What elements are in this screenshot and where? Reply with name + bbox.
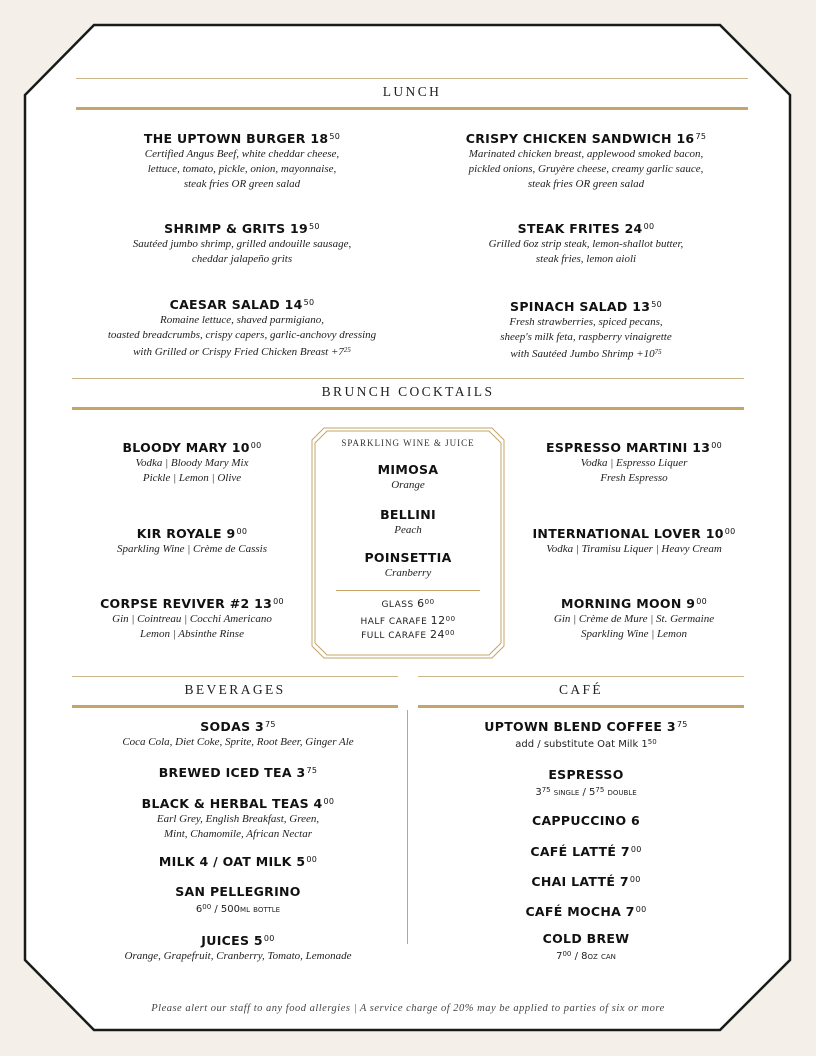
column-divider xyxy=(407,710,408,944)
addon-cents: 75 xyxy=(654,348,662,356)
item-name: SHRIMP & GRITS xyxy=(164,221,286,236)
price-cents: 00 xyxy=(445,615,456,623)
lunch-item-shrimp-grits xyxy=(72,219,412,267)
item-desc-line: Orange, Grapefruit, Cranberry, Tomato, Lemonade xyxy=(124,950,352,962)
item-sub xyxy=(418,735,754,752)
item-name: BREWED ICED TEA xyxy=(158,765,292,780)
cafe-header xyxy=(418,676,744,708)
item-desc-line: Certified Angus Beef, white cheddar cheese, xyxy=(144,148,340,160)
price-value: 6 xyxy=(417,597,425,610)
bev-juices xyxy=(72,931,404,964)
sub-a-cents: 00 xyxy=(562,950,572,958)
item-sub xyxy=(418,783,754,800)
price-value: 12 xyxy=(430,614,446,627)
price-value: 24 xyxy=(429,628,445,641)
item-desc: Peach xyxy=(394,524,422,536)
item-name: CRISPY CHICKEN SANDWICH xyxy=(465,131,672,146)
beverages-title: BEVERAGES xyxy=(184,682,286,697)
item-desc-line: Coca Cola, Diet Coke, Sprite, Root Beer, Ginger Ale xyxy=(122,736,354,748)
item-desc-line: toasted breadcrumbs, crispy capers, garlic-anchovy dressing xyxy=(107,329,377,341)
item-price: 13 xyxy=(692,440,711,455)
sub-a-unit: single xyxy=(553,787,580,798)
sub-price: 6 xyxy=(195,904,203,915)
lunch-title: LUNCH xyxy=(382,84,442,99)
item-cents: 00 xyxy=(273,597,284,606)
sub-a: 3 xyxy=(535,787,542,798)
item-cents: 00 xyxy=(306,855,318,864)
sub-b-unit: double xyxy=(607,787,637,798)
item-name: ESPRESSO xyxy=(548,767,624,782)
item-price: 24 xyxy=(624,221,643,236)
item-price: 9 xyxy=(226,526,236,541)
item-cents: 00 xyxy=(635,905,647,914)
item-sub xyxy=(418,947,754,964)
price-label: HALF CARAFE xyxy=(360,617,428,627)
cocktail-corpse-reviver xyxy=(72,594,312,642)
addon-text: with Sautéed Jumbo Shrimp +10 xyxy=(510,348,655,360)
item-desc-line: lettuce, tomato, pickle, onion, mayonnaise, xyxy=(147,163,337,175)
price-half-carafe xyxy=(316,614,500,627)
item-desc-line: pickled onions, Gruyère cheese, creamy garlic sauce, xyxy=(468,163,704,175)
item-desc-line: Fresh Espresso xyxy=(600,472,668,484)
item-price: 10 xyxy=(231,440,250,455)
sparkling-bellini xyxy=(316,507,500,538)
item-price: 3 xyxy=(296,765,306,780)
item-price: 5 xyxy=(296,854,306,869)
item-cents: 00 xyxy=(711,441,722,450)
item-price: 7 xyxy=(619,874,629,889)
item-desc-line: Gin | Cointreau | Cocchi Americano xyxy=(112,613,272,625)
item-cents: 00 xyxy=(630,845,642,854)
sub-b: 5 xyxy=(589,787,596,798)
item-desc-line: Mint, Chamomile, African Nectar xyxy=(164,828,312,840)
item-cents: 00 xyxy=(250,441,262,450)
item-name: MORNING MOON xyxy=(560,596,682,611)
item-desc-line: Sautéed jumbo shrimp, grilled andouille sausage, xyxy=(132,238,352,250)
item-name: CAPPUCCINO 6 xyxy=(531,813,641,828)
item-price: 3 xyxy=(255,719,265,734)
sub-text: add / substitute Oat Milk 1 xyxy=(515,739,648,750)
cocktails-title: BRUNCH COCKTAILS xyxy=(321,384,495,399)
item-desc-line: Vodka | Bloody Mary Mix xyxy=(135,457,249,469)
lunch-item-spinach-salad xyxy=(416,297,756,362)
item-cents: 00 xyxy=(643,222,655,231)
item-name: THE UPTOWN BURGER xyxy=(143,131,306,146)
item-cents: 75 xyxy=(695,132,707,141)
sub-text: / 500 xyxy=(211,904,241,915)
cocktails-header xyxy=(72,378,744,410)
item-addon xyxy=(72,343,412,360)
cafe-uptown-blend xyxy=(418,717,754,752)
item-cents: 50 xyxy=(329,132,341,141)
item-cents: 50 xyxy=(309,222,320,231)
cafe-chai-latte xyxy=(418,872,754,890)
item-name: INTERNATIONAL LOVER xyxy=(532,526,702,541)
item-name: POINSETTIA xyxy=(364,550,452,565)
sub-cents: 00 xyxy=(202,903,212,911)
item-name: MILK 4 / OAT MILK xyxy=(158,854,292,869)
item-desc-line: sheep's milk feta, raspberry vinaigrette xyxy=(500,331,672,343)
item-name: JUICES xyxy=(201,933,250,948)
sub-sep: / xyxy=(579,787,590,798)
cocktail-bloody-mary xyxy=(72,438,312,486)
item-cents: 75 xyxy=(306,766,318,775)
sparkling-mimosa xyxy=(316,462,500,493)
sub-b-cents: 75 xyxy=(595,786,605,794)
item-name: CHAI LATTÉ xyxy=(531,874,616,889)
item-cents: 00 xyxy=(323,797,335,806)
cocktail-morning-moon xyxy=(506,594,762,642)
sub-a-cents: 75 xyxy=(541,786,551,794)
price-cents: 00 xyxy=(424,598,435,606)
lunch-item-crispy-chicken xyxy=(416,129,756,192)
price-label: GLASS xyxy=(381,600,414,610)
item-price: 14 xyxy=(284,297,303,312)
sub-sep: / 8 xyxy=(571,951,588,962)
bev-iced-tea xyxy=(72,763,404,781)
item-price: 5 xyxy=(253,933,263,948)
item-cents: 75 xyxy=(676,720,688,729)
item-price: 16 xyxy=(676,131,695,146)
item-desc-line: steak fries OR green salad xyxy=(183,178,301,190)
cafe-title: CAFÉ xyxy=(558,682,604,697)
price-label: FULL CARAFE xyxy=(361,631,427,641)
item-name: SAN PELLEGRINO xyxy=(175,884,301,899)
item-cents: 00 xyxy=(724,527,736,536)
item-price: 13 xyxy=(254,596,273,611)
item-name: CAFÉ LATTÉ xyxy=(530,844,617,859)
item-desc: Orange xyxy=(391,479,425,491)
allergy-footer-note: Please alert our staff to any food allergies | A service charge of 20% may be applied to parties of six or more xyxy=(151,1003,665,1014)
item-cents: 00 xyxy=(696,597,708,606)
item-cents: 50 xyxy=(303,298,315,307)
addon-text: with Grilled or Crispy Fried Chicken Breast +7 xyxy=(133,346,344,358)
sub-b-unit: oz can xyxy=(587,951,616,962)
item-name: CAFÉ MOCHA xyxy=(525,904,622,919)
item-price: 7 xyxy=(620,844,630,859)
item-sub xyxy=(72,900,404,917)
item-price: 19 xyxy=(290,221,309,236)
item-desc-line: Earl Grey, English Breakfast, Green, xyxy=(156,813,320,825)
item-name: ESPRESSO MARTINI xyxy=(546,440,688,455)
cafe-espresso xyxy=(418,767,754,800)
sparkling-title: SPARKLING WINE & JUICE xyxy=(341,438,475,448)
item-price: 18 xyxy=(310,131,329,146)
item-name: BLACK & HERBAL TEAS xyxy=(141,796,309,811)
lunch-header xyxy=(76,78,748,110)
item-name: SODAS xyxy=(200,719,251,734)
bev-milk xyxy=(72,852,404,870)
cocktail-espresso-martini xyxy=(506,438,762,486)
item-name: COLD BREW xyxy=(542,931,630,946)
lunch-item-caesar-salad xyxy=(72,295,412,360)
sparkling-poinsettia xyxy=(316,550,500,581)
item-price: 3 xyxy=(666,719,676,734)
item-desc-line: steak fries, lemon aioli xyxy=(535,253,637,265)
item-name: BELLINI xyxy=(380,507,436,522)
item-name: KIR ROYALE xyxy=(136,526,222,541)
addon-cents: 25 xyxy=(343,346,351,354)
lunch-item-steak-frites xyxy=(416,219,756,267)
item-cents: 00 xyxy=(236,527,248,536)
item-desc-line: Vodka | Tiramisu Liquer | Heavy Cream xyxy=(546,543,722,555)
sub-a: 7 xyxy=(556,951,563,962)
item-desc-line: Grilled 6oz strip steak, lemon-shallot butter, xyxy=(488,238,684,250)
item-price: 13 xyxy=(632,299,651,314)
beverages-header xyxy=(72,676,398,708)
item-cents: 00 xyxy=(629,875,641,884)
item-cents: 00 xyxy=(263,934,275,943)
item-addon xyxy=(416,345,756,362)
item-price: 7 xyxy=(625,904,635,919)
item-desc-line: Romaine lettuce, shaved parmigiano, xyxy=(159,314,325,326)
item-desc-line: Vodka | Espresso Liquer xyxy=(580,457,688,469)
item-name: STEAK FRITES xyxy=(517,221,620,236)
item-desc-line: steak fries OR green salad xyxy=(527,178,645,190)
bev-sodas xyxy=(72,717,404,750)
sparkling-divider xyxy=(336,590,480,591)
item-desc-line: Lemon | Absinthe Rinse xyxy=(140,628,244,640)
item-price: 10 xyxy=(705,526,724,541)
item-desc-line: Gin | Crème de Mure | St. Germaine xyxy=(553,613,715,625)
item-name: SPINACH SALAD xyxy=(510,299,628,314)
item-name: MIMOSA xyxy=(377,462,439,477)
cocktail-kir-royale xyxy=(72,524,312,557)
item-desc-line: Pickle | Lemon | Olive xyxy=(142,472,242,484)
item-cents: 75 xyxy=(265,720,276,729)
price-cents: 00 xyxy=(444,629,455,637)
item-desc-line: Marinated chicken breast, applewood smoked bacon, xyxy=(468,148,704,160)
item-desc-line: Sparkling Wine | Crème de Cassis xyxy=(117,543,267,555)
item-name: BLOODY MARY xyxy=(122,440,228,455)
price-glass xyxy=(316,597,500,610)
price-full-carafe xyxy=(316,628,500,641)
item-cents: 50 xyxy=(651,300,662,309)
cafe-cappuccino xyxy=(418,813,754,829)
cafe-latte xyxy=(418,842,754,860)
item-price: 4 xyxy=(313,796,323,811)
item-name: CAESAR SALAD xyxy=(169,297,280,312)
item-price: 9 xyxy=(686,596,696,611)
sub-cents: 50 xyxy=(647,738,657,746)
item-desc-line: cheddar jalapeño grits xyxy=(191,253,293,265)
item-desc-line: Sparkling Wine | Lemon xyxy=(581,628,687,640)
cocktail-international-lover xyxy=(506,524,762,557)
sub-unit: ml bottle xyxy=(240,904,281,915)
lunch-item-uptown-burger xyxy=(72,129,412,192)
cafe-cold-brew xyxy=(418,931,754,964)
bev-teas xyxy=(72,794,404,842)
item-name: CORPSE REVIVER #2 xyxy=(100,596,250,611)
bev-san-pellegrino xyxy=(72,884,404,917)
cafe-mocha xyxy=(418,902,754,920)
item-desc: Cranberry xyxy=(384,567,432,579)
item-name: UPTOWN BLEND COFFEE xyxy=(484,719,663,734)
item-desc-line: Fresh strawberries, spiced pecans, xyxy=(509,316,663,328)
